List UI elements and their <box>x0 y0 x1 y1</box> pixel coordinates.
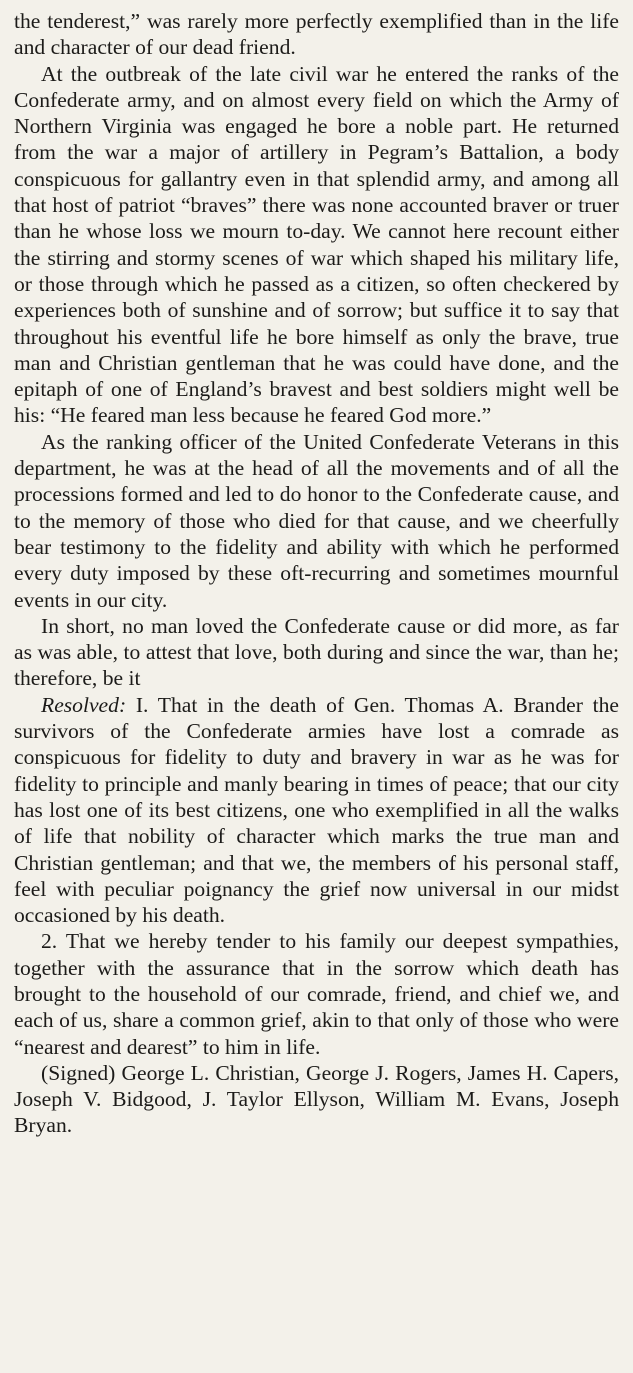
paragraph-in-short <box>14 613 619 692</box>
paragraph-civil-war-service <box>14 61 619 429</box>
paragraph-signatories <box>14 1060 619 1139</box>
paragraph-text: I. That in the death of Gen. Thomas A. Brander the survivors of the Confederate armies have lost a comrade as conspicuous for fidelity to duty and bravery in war as he was for fidelity to principle and manly bearing in times of peace; that our city has lost one of its best citizens, one who exemplified in all the walks of life that nobility of character which marks the true man and Christian gentleman; and that we, the members of his personal staff, feel with peculiar poignancy the grief now universal in our midst occasioned by his death. <box>14 692 619 928</box>
paragraph-resolution-two <box>14 928 619 1059</box>
paragraph-text: (Signed) George L. Christian, George J. Rogers, James H. Capers, Joseph V. Bidgood, J. Taylor Ellyson, William M. Evans, Joseph Bryan. <box>14 1060 619 1138</box>
paragraph-text: As the ranking officer of the United Confederate Veterans in this department, he was at the head of all the movements and of all the processions formed and led to do honor to the Confederate cause, and to the memory of those who died for that cause, and we cheerfully bear testimony to the fidelity and ability with which he performed every duty imposed by these oft-recurring and sometimes mournful events in our city. <box>14 429 619 612</box>
paragraph-text: 2. That we hereby tender to his family our deepest sympathies, together with the assurance that in the sorrow which death has brought to the household of our comrade, friend, and chief we, and each of us, share a common grief, akin to that only of those who were “nearest and dearest” to him in life. <box>14 929 619 1059</box>
resolved-lead: Resolved: <box>41 692 127 717</box>
paragraph-text: the tenderest,” was rarely more perfectly exemplified than in the life and character of our dead friend. <box>14 9 619 60</box>
paragraph-resolution-one <box>14 692 619 929</box>
document-page <box>14 8 619 1139</box>
paragraph-text: At the outbreak of the late civil war he entered the ranks of the Confederate army, and on almost every field on which the Army of Northern Virginia was engaged he bore a noble part. He returned from the war a major of artillery in Pegram’s Battalion, a body conspicuous for gallantry even in that splendid army, and among all that host of patriot “braves” there was none accounted braver or truer than he whose loss we mourn to-day. We cannot here recount either the stirring and stormy scenes of war which shaped his military life, or those through which he passed as a citizen, so often checkered by experiences both of sunshine and of sorrow; but suffice it to say that throughout his eventful life he bore himself as only the brave, true man and Christian gentleman that he was could have done, and the epitaph of one of England’s bravest and best soldiers might well be his: “He feared man less because he feared God more.” <box>14 61 619 428</box>
paragraph-continuation <box>14 8 619 61</box>
paragraph-ranking-officer <box>14 429 619 613</box>
paragraph-text: In short, no man loved the Confederate cause or did more, as far as was able, to attest that love, both during and since the war, than he; therefore, be it <box>14 613 619 691</box>
